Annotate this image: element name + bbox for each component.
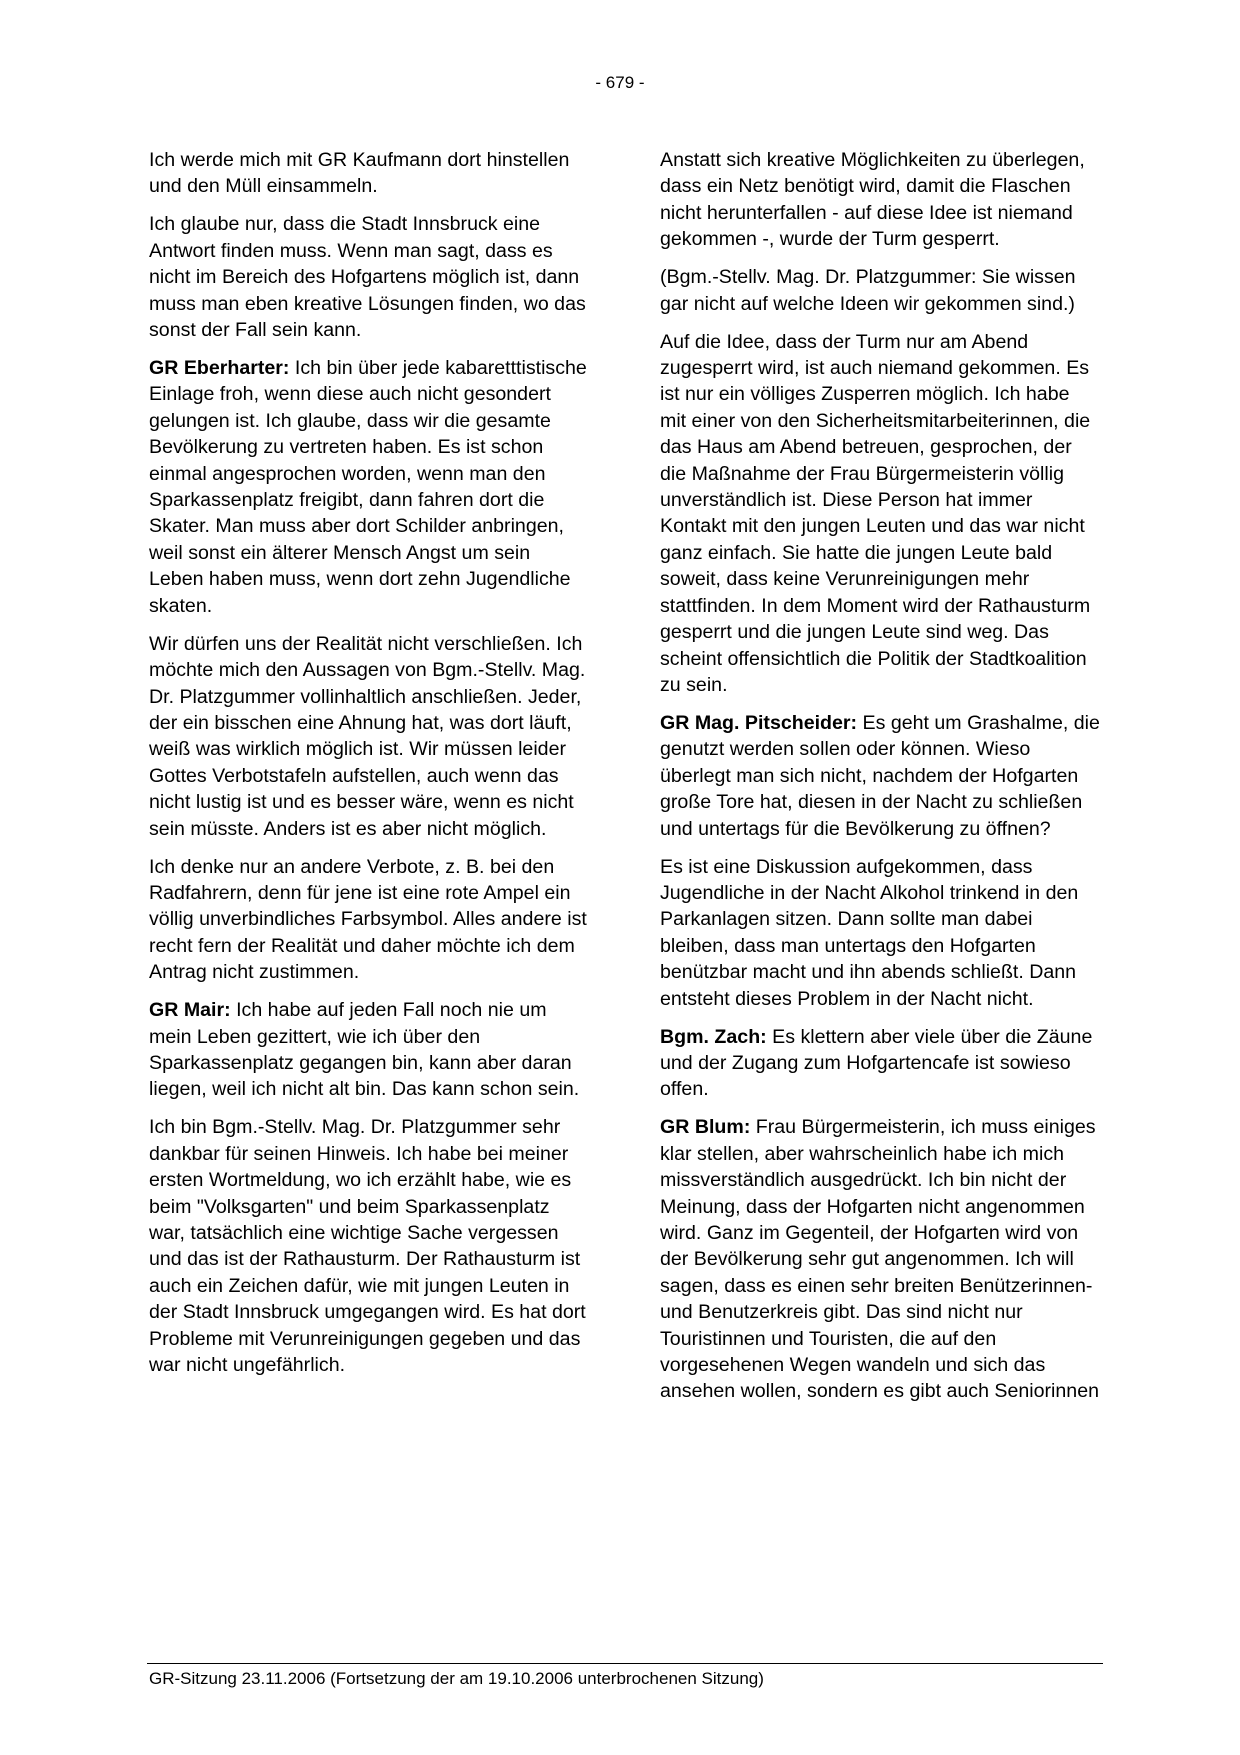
paragraph-text: Ich werde mich mit GR Kaufmann dort hinstellen und den Müll einsammeln. [149, 149, 570, 198]
footer-divider [147, 1663, 1103, 1664]
paragraph-text: Ich bin über jede kabaretttistische Einlage froh, wenn diese auch nicht gesondert gelungen ist. Ich glaube, dass wir die gesamte Bevölkerung zu vertreten haben. Es ist schon einmal angesprochen worden, wenn man den Sparkassenplatz freigibt, dann fahren dort die Skater. Man muss aber dort Schilder anbringen, weil sonst ein älterer Mensch Angst um sein Leben haben muss, wenn dort zehn Jugendliche skaten. [149, 357, 587, 617]
paragraph [660, 147, 1100, 253]
speaker-name: GR Mair: [149, 999, 231, 1022]
paragraph-text: Ich glaube nur, dass die Stadt Innsbruck eine Antwort finden muss. Wenn man sagt, dass es nicht im Bereich des Hofgartens möglich ist, dann muss man eben kreative Lösungen finden, wo das sonst der Fall sein kann. [149, 213, 586, 342]
paragraph [149, 1114, 589, 1378]
right-column [660, 147, 1100, 1416]
paragraph-text: Ich bin Bgm.-Stellv. Mag. Dr. Platzgummer sehr dankbar für seinen Hinweis. Ich habe bei meiner ersten Wortmeldung, wo ich erzählt habe, wie es beim "Volksgarten" und beim Sparkassenplatz war, tatsächlich eine wichtige Sache vergessen und das ist der Rathausturm. Der Rathausturm ist auch ein Zeichen dafür, wie mit jungen Leuten in der Stadt Innsbruck umgegangen wird. Es hat dort Probleme mit Verunreinigungen gegeben und das war nicht ungefährlich. [149, 1116, 586, 1377]
speaker-name: Bgm. Zach: [660, 1025, 767, 1048]
paragraph-text: Anstatt sich kreative Möglichkeiten zu überlegen, dass ein Netz benötigt wird, damit die Flaschen nicht herunterfallen - auf diese Idee ist niemand gekommen -, wurde der Turm gesperrt. [660, 149, 1085, 251]
paragraph-text: Es klettern aber viele über die Zäune und der Zugang zum Hofgartencafe ist sowieso offen. [660, 1025, 1093, 1101]
speaker-name: GR Eberharter: [149, 357, 290, 380]
paragraph [660, 264, 1100, 317]
speaker-name: GR Blum: [660, 1116, 751, 1139]
paragraph-text: (Bgm.-Stellv. Mag. Dr. Platzgummer: Sie wissen gar nicht auf welche Ideen wir gekommen sind.) [660, 266, 1076, 315]
paragraph-text: Wir dürfen uns der Realität nicht verschließen. Ich möchte mich den Aussagen von Bgm.-Stellv. Mag. Dr. Platzgummer vollinhaltlich anschließen. Jeder, der ein bisschen eine Ahnung hat, was dort läuft, weiß was wirklich möglich ist. Wir müssen leider Gottes Verbotstafeln aufstellen, auch wenn das nicht lustig ist und es besser wäre, wenn es nicht sein müsste. Anders ist es aber nicht möglich. [149, 632, 586, 840]
footer-text: GR-Sitzung 23.11.2006 (Fortsetzung der am 19.10.2006 unterbrochenen Sitzung) [149, 1669, 764, 1688]
page-number: - 679 - [595, 73, 645, 92]
paragraph-text: Ich habe auf jeden Fall noch nie um mein Leben gezittert, wie ich über den Sparkassenplatz gegangen bin, kann aber daran liegen, weil ich nicht alt bin. Das kann schon sein. [149, 999, 580, 1101]
paragraph [660, 1024, 1100, 1103]
paragraph-text: Auf die Idee, dass der Turm nur am Abend zugesperrt wird, ist auch niemand gekommen. Es ist nur ein völliges Zusperren möglich. Ich habe mit einer von den Sicherheitsmitarbeiterinnen, die das Haus am Abend betreuen, gesprochen, der die Maßnahme der Frau Bürgermeisterin völlig unverständlich ist. Diese Person hat immer Kontakt mit den jungen Leuten und das war nicht ganz einfach. Sie hatte die jungen Leute bald soweit, dass keine Verunreinigungen mehr stattfinden. In dem Moment wird der Rathausturm gesperrt und die jungen Leute sind weg. Das scheint offensichtlich die Politik der Stadtkoalition zu sein. [660, 330, 1091, 696]
paragraph-text: Frau Bürgermeisterin, ich muss einiges klar stellen, aber wahrscheinlich habe ich mich missverständlich ausgedrückt. Ich bin nicht der Meinung, dass der Hofgarten nicht angenommen wird. Ganz im Gegenteil, der Hofgarten wird von der Bevölkerung sehr gut angenommen. Ich will sagen, dass es einen sehr breiten Benützerinnen- und Benutzerkreis gibt. Das sind nicht nur Touristinnen und Touristen, die auf den vorgesehenen Wegen wandeln und sich das ansehen wollen, sondern es gibt auch Seniorinnen [660, 1116, 1099, 1403]
speaker-name: GR Mag. Pitscheider: [660, 711, 858, 734]
left-column [149, 147, 589, 1390]
paragraph [149, 147, 589, 200]
paragraph [149, 631, 589, 842]
paragraph [660, 710, 1100, 842]
paragraph [660, 854, 1100, 1012]
paragraph [149, 211, 589, 343]
paragraph-text: Es geht um Grashalme, die genutzt werden sollen oder können. Wieso überlegt man sich nicht, nachdem der Hofgarten große Tore hat, diesen in der Nacht zu schließen und untertags für die Bevölkerung zu öffnen? [660, 711, 1100, 840]
paragraph [660, 329, 1100, 699]
paragraph-text: Ich denke nur an andere Verbote, z. B. bei den Radfahrern, denn für jene ist eine rote Ampel ein völlig unverbindliches Farbsymbol. Alles andere ist recht fern der Realität und daher möchte ich dem Antrag nicht zustimmen. [149, 855, 587, 984]
paragraph-text: Es ist eine Diskussion aufgekommen, dass Jugendliche in der Nacht Alkohol trinkend in den Parkanlagen sitzen. Dann sollte man dabei bleiben, dass man untertags den Hofgarten benützbar macht und ihn abends schließt. Dann entsteht dieses Problem in der Nacht nicht. [660, 855, 1079, 1010]
paragraph [149, 854, 589, 986]
paragraph [660, 1114, 1100, 1404]
paragraph [149, 997, 589, 1103]
paragraph [149, 355, 589, 619]
